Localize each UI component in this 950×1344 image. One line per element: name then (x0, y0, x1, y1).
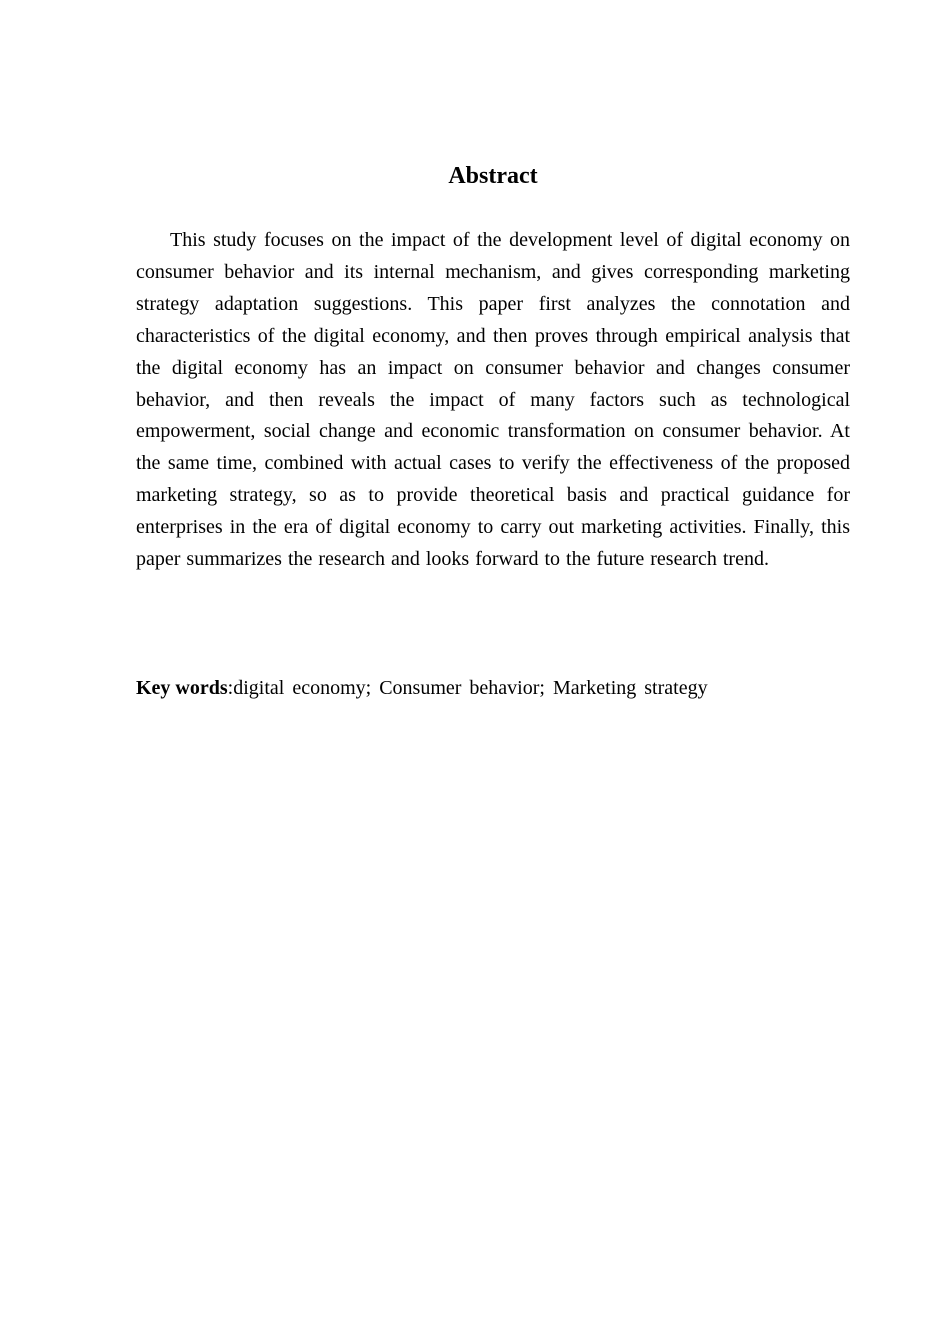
keywords-separator: : (227, 677, 234, 699)
keywords-text: digital economy; Consumer behavior; Marketing strategy (233, 677, 708, 699)
keywords-label: Key words (136, 677, 228, 699)
abstract-title: Abstract (448, 163, 538, 189)
abstract-body: This study focuses on the impact of the development level of digital economy on consumer behavior and its internal mechanism, and gives corresponding marketing strategy adaptation suggestions. This paper first analyzes the connotation and characteristics of the digital economy, and then proves through empirical analysis that the digital economy has an impact on consumer behavior and changes consumer behavior, and then reveals the impact of many factors such as technological empowerment, social change and economic transformation on consumer behavior. At the same time, combined with actual cases to verify the effectiveness of the proposed marketing strategy, so as to provide theoretical basis and practical guidance for enterprises in the era of digital economy to carry out marketing activities. Finally, this paper summarizes the research and looks forward to the future research trend. (136, 229, 850, 571)
keywords-line (136, 673, 850, 703)
